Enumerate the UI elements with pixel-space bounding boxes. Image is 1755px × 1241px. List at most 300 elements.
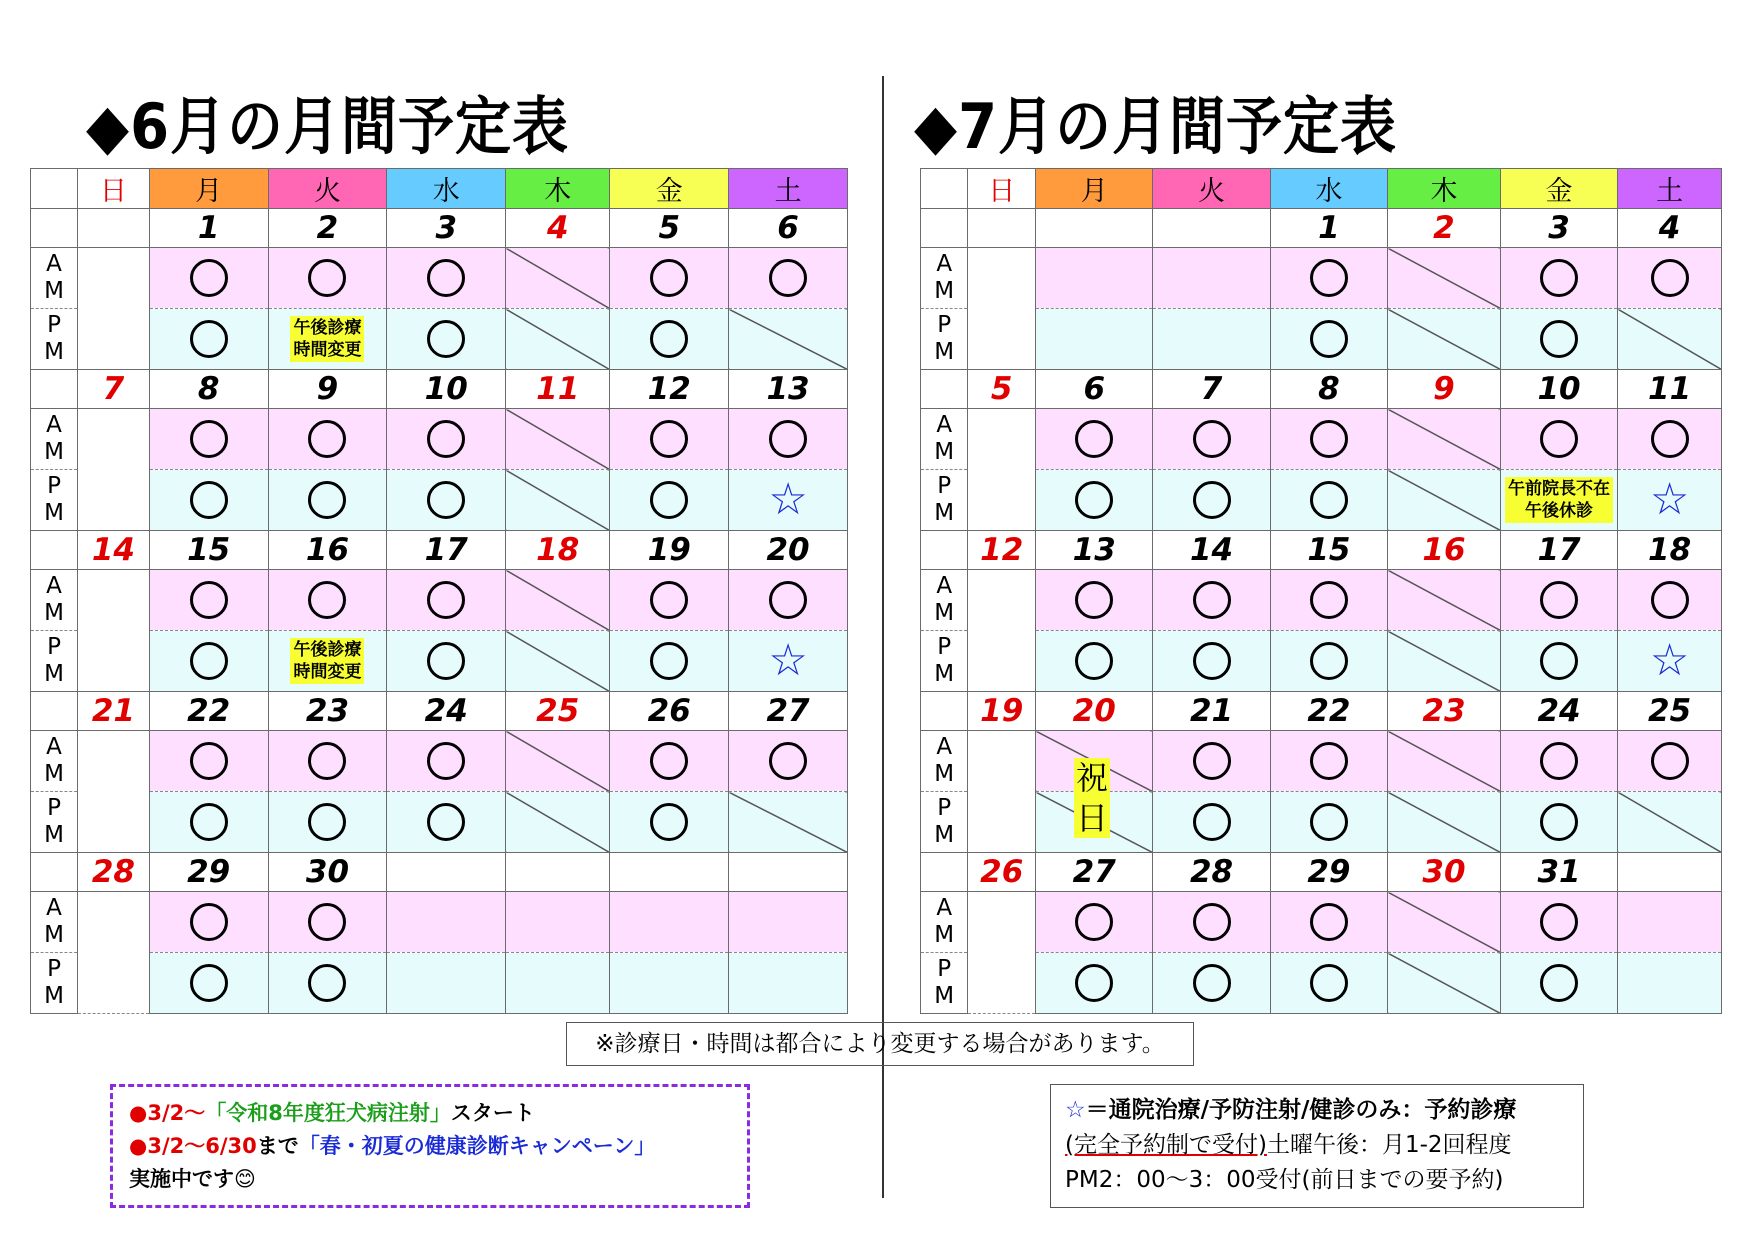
date-number: 21 [78, 692, 150, 731]
am-label-char: M [44, 922, 64, 948]
date-number [610, 853, 729, 892]
am-label [921, 248, 968, 309]
am-slot [1270, 248, 1387, 309]
date-number: 17 [387, 531, 506, 570]
date-number: 11 [506, 370, 610, 409]
am-slot [149, 409, 268, 470]
open-circle-icon [1310, 964, 1348, 1002]
date-number [968, 209, 1036, 248]
am-label-char: A [46, 412, 62, 438]
date-row-label [31, 370, 78, 409]
pm-slot [268, 953, 387, 1014]
am-label-char: M [44, 278, 64, 304]
open-circle-icon [1193, 420, 1231, 458]
bullet-icon: ● [129, 1134, 148, 1158]
date-number: 11 [1618, 370, 1722, 409]
weekday-header: 水 [387, 169, 506, 209]
open-circle-icon [190, 803, 228, 841]
info-line-2 [1065, 1128, 1569, 1163]
pm-slot [729, 953, 848, 1014]
pm-label [921, 631, 968, 692]
pm-slot [1500, 309, 1617, 370]
open-circle-icon [650, 742, 688, 780]
open-circle-icon [427, 481, 465, 519]
pm-label [31, 309, 78, 370]
pm-slot [1153, 309, 1270, 370]
open-circle-icon [427, 420, 465, 458]
pm-slot [387, 631, 506, 692]
open-circle-icon [1193, 581, 1231, 619]
open-circle-icon [1651, 259, 1689, 297]
pm-slot [149, 792, 268, 853]
am-slot [387, 248, 506, 309]
date-number: 4 [1618, 209, 1722, 248]
campaign-box [110, 1084, 750, 1208]
am-label-char: M [44, 439, 64, 465]
open-circle-icon [308, 420, 346, 458]
am-label-char: M [934, 278, 955, 304]
open-circle-icon [1540, 259, 1578, 297]
open-circle-icon [1193, 481, 1231, 519]
open-circle-icon [308, 259, 346, 297]
am-slot [729, 570, 848, 631]
date-number: 26 [968, 853, 1036, 892]
weekday-header: 日 [968, 169, 1036, 209]
am-label [31, 409, 78, 470]
date-number: 28 [78, 853, 150, 892]
date-row-label [921, 370, 968, 409]
pm-slot [387, 792, 506, 853]
pm-slot [1036, 759, 1153, 853]
open-circle-icon [1651, 581, 1689, 619]
open-circle-icon [1540, 420, 1578, 458]
pm-label-char: M [44, 500, 64, 526]
am-slot [506, 892, 610, 953]
schedule-note-line: 午後診療 [293, 640, 362, 660]
campaign-rabies: 「令和8年度狂犬病注射」 [205, 1101, 451, 1125]
open-circle-icon [1193, 803, 1231, 841]
am-slot [268, 570, 387, 631]
pm-slot [1270, 792, 1387, 853]
am-slot [968, 248, 1036, 370]
open-circle-icon [1540, 742, 1578, 780]
date-number [1618, 853, 1722, 892]
pm-slot [1388, 309, 1501, 370]
open-circle-icon [427, 803, 465, 841]
am-slot [1388, 892, 1501, 953]
open-circle-icon [769, 420, 807, 458]
date-row-label [921, 692, 968, 731]
am-slot [1500, 409, 1617, 470]
am-slot [1618, 409, 1722, 470]
weekday-header: 木 [1388, 169, 1501, 209]
pm-slot [149, 631, 268, 692]
appointment-info [1050, 1084, 1584, 1208]
am-label [31, 570, 78, 631]
july-title: ◆7月の月間予定表 [914, 91, 1398, 164]
pm-slot [1500, 631, 1617, 692]
date-number: 3 [387, 209, 506, 248]
date-row-label [31, 209, 78, 248]
am-slot [1153, 409, 1270, 470]
open-circle-icon [1540, 642, 1578, 680]
am-slot [1270, 409, 1387, 470]
am-slot [268, 248, 387, 309]
schedule-note-line: 午後診療 [293, 318, 362, 338]
pm-slot [729, 470, 848, 531]
date-number: 26 [610, 692, 729, 731]
date-row-label [921, 531, 968, 570]
campaign-health-check: 「春・初夏の健康診断キャンペーン」 [298, 1134, 656, 1158]
weekday-header: 火 [1153, 169, 1270, 209]
june-title: ◆6月の月間予定表 [86, 91, 570, 164]
am-slot [968, 731, 1036, 853]
open-circle-icon [650, 803, 688, 841]
am-slot [149, 248, 268, 309]
date-number: 24 [1500, 692, 1617, 731]
am-label-char: A [46, 251, 62, 277]
pm-slot [506, 631, 610, 692]
schedule-note [1505, 477, 1613, 523]
date-number: 23 [268, 692, 387, 731]
open-circle-icon [1075, 642, 1113, 680]
pm-slot [610, 470, 729, 531]
pm-slot [1153, 631, 1270, 692]
open-circle-icon [1075, 581, 1113, 619]
schedule-note-line: 時間変更 [293, 662, 362, 682]
am-slot [78, 248, 150, 370]
pm-slot [506, 953, 610, 1014]
pm-slot [268, 470, 387, 531]
date-number: 20 [1036, 692, 1153, 731]
pm-slot [1618, 792, 1722, 853]
pm-slot [268, 309, 387, 370]
open-circle-icon [769, 259, 807, 297]
open-circle-icon [427, 320, 465, 358]
weekday-header: 日 [78, 169, 150, 209]
am-slot [610, 248, 729, 309]
am-label [31, 731, 78, 792]
am-slot [610, 731, 729, 792]
pm-label-char: M [934, 983, 955, 1009]
open-circle-icon [1075, 481, 1113, 519]
date-number: 10 [387, 370, 506, 409]
date-row-label [31, 853, 78, 892]
date-number: 27 [1036, 853, 1153, 892]
open-circle-icon [1193, 742, 1231, 780]
am-slot [1388, 731, 1501, 792]
date-number: 5 [610, 209, 729, 248]
open-circle-icon [1310, 642, 1348, 680]
am-slot [1388, 570, 1501, 631]
pm-slot [268, 631, 387, 692]
info-star-meaning: ＝通院治療/予防注射/健診のみ：予約診療 [1085, 1097, 1517, 1123]
date-number: 3 [1500, 209, 1617, 248]
am-slot [1036, 248, 1153, 309]
date-number: 2 [268, 209, 387, 248]
pm-label [921, 953, 968, 1014]
date-number: 5 [968, 370, 1036, 409]
am-slot [78, 892, 150, 1014]
date-number: 12 [968, 531, 1036, 570]
pm-label [921, 792, 968, 853]
am-slot [268, 731, 387, 792]
open-circle-icon [427, 642, 465, 680]
am-slot [729, 892, 848, 953]
header-corner [31, 169, 78, 209]
am-slot [610, 892, 729, 953]
date-number: 29 [149, 853, 268, 892]
date-number: 22 [1270, 692, 1387, 731]
am-label-char: A [936, 895, 953, 921]
date-row-label [31, 531, 78, 570]
open-circle-icon [1310, 420, 1348, 458]
date-number: 14 [1153, 531, 1270, 570]
pm-label-char: P [937, 473, 952, 499]
pm-slot [1618, 631, 1722, 692]
open-circle-icon [650, 581, 688, 619]
pm-slot [1036, 309, 1153, 370]
am-slot [610, 570, 729, 631]
schedule-note-line: 時間変更 [293, 340, 362, 360]
pm-slot [387, 953, 506, 1014]
date-number: 17 [1500, 531, 1617, 570]
pm-slot [610, 953, 729, 1014]
date-number: 6 [729, 209, 848, 248]
open-circle-icon [769, 581, 807, 619]
open-circle-icon [308, 803, 346, 841]
date-number: 1 [149, 209, 268, 248]
date-number: 6 [1036, 370, 1153, 409]
open-circle-icon [1540, 964, 1578, 1002]
schedule-note-line: 午後休診 [1525, 501, 1594, 521]
date-number: 20 [729, 531, 848, 570]
am-label-char: M [44, 761, 64, 787]
am-slot [506, 248, 610, 309]
am-slot [1036, 409, 1153, 470]
date-number: 19 [968, 692, 1036, 731]
am-label-char: A [936, 734, 953, 760]
open-circle-icon [427, 581, 465, 619]
pm-label-char: P [937, 956, 952, 982]
open-circle-icon [1310, 320, 1348, 358]
pm-slot [1388, 631, 1501, 692]
weekday-header: 土 [729, 169, 848, 209]
pm-slot [729, 792, 848, 853]
am-slot [968, 409, 1036, 531]
date-number: 19 [610, 531, 729, 570]
open-circle-icon [308, 581, 346, 619]
date-number: 14 [78, 531, 150, 570]
campaign-line-2 [129, 1130, 731, 1163]
open-circle-icon [1193, 964, 1231, 1002]
am-label-char: M [44, 600, 64, 626]
am-slot [729, 248, 848, 309]
pm-label-char: P [937, 634, 952, 660]
am-slot [1618, 248, 1722, 309]
date-number: 18 [506, 531, 610, 570]
am-label-char: A [46, 573, 62, 599]
pm-slot [610, 309, 729, 370]
am-slot [968, 892, 1036, 1014]
pm-slot [149, 470, 268, 531]
holiday-label [1074, 758, 1110, 838]
weekday-header: 火 [268, 169, 387, 209]
am-label-char: M [934, 600, 955, 626]
am-slot [968, 570, 1036, 692]
pm-slot [1388, 792, 1501, 853]
pm-slot [1270, 953, 1387, 1014]
date-number: 16 [268, 531, 387, 570]
date-number: 4 [506, 209, 610, 248]
pm-label-char: M [934, 339, 955, 365]
am-label [921, 570, 968, 631]
date-number: 7 [1153, 370, 1270, 409]
date-number [78, 209, 150, 248]
pm-label-char: P [47, 634, 61, 660]
campaign-date: 3/2～ [147, 1101, 206, 1125]
am-label-char: A [936, 251, 953, 277]
open-circle-icon [650, 481, 688, 519]
am-slot [1500, 731, 1617, 792]
date-number: 24 [387, 692, 506, 731]
date-number: 9 [268, 370, 387, 409]
date-number [1153, 209, 1270, 248]
info-saturday: 土曜午後：月1-2回程度 [1266, 1132, 1512, 1158]
am-label-char: A [936, 412, 953, 438]
pm-label [31, 953, 78, 1014]
reservation-star-icon: ☆ [768, 474, 808, 525]
open-circle-icon [1540, 903, 1578, 941]
date-number [506, 853, 610, 892]
am-slot [1153, 248, 1270, 309]
am-label-char: M [934, 761, 955, 787]
date-number: 13 [729, 370, 848, 409]
am-slot [1388, 409, 1501, 470]
open-circle-icon [190, 581, 228, 619]
open-circle-icon [308, 481, 346, 519]
am-slot [1153, 570, 1270, 631]
open-circle-icon [1310, 803, 1348, 841]
am-slot [1270, 892, 1387, 953]
am-slot [1618, 731, 1722, 792]
date-row-label [31, 692, 78, 731]
reservation-star-icon: ☆ [768, 635, 808, 686]
open-circle-icon [1310, 742, 1348, 780]
pm-slot [610, 792, 729, 853]
pm-slot [1153, 953, 1270, 1014]
open-circle-icon [650, 259, 688, 297]
date-number: 1 [1270, 209, 1387, 248]
open-circle-icon [427, 259, 465, 297]
am-label [921, 731, 968, 792]
date-number: 28 [1153, 853, 1270, 892]
date-number [1036, 209, 1153, 248]
pm-slot [387, 309, 506, 370]
open-circle-icon [1193, 642, 1231, 680]
date-row-label [921, 209, 968, 248]
reservation-star-icon: ☆ [1649, 635, 1690, 686]
am-slot [149, 892, 268, 953]
open-circle-icon [650, 642, 688, 680]
open-circle-icon [308, 964, 346, 1002]
open-circle-icon [1310, 903, 1348, 941]
weekday-header: 木 [506, 169, 610, 209]
date-number: 2 [1388, 209, 1501, 248]
date-number: 22 [149, 692, 268, 731]
pm-label-char: M [44, 661, 64, 687]
pm-slot [1618, 470, 1722, 531]
pm-label-char: P [47, 473, 61, 499]
bullet-icon: ● [129, 1101, 148, 1125]
pm-slot [268, 792, 387, 853]
open-circle-icon [1310, 259, 1348, 297]
pm-slot [506, 309, 610, 370]
am-slot [149, 570, 268, 631]
am-label-char: A [46, 734, 62, 760]
pm-slot [1153, 792, 1270, 853]
open-circle-icon [190, 481, 228, 519]
am-label-char: M [934, 922, 955, 948]
pm-slot [1618, 309, 1722, 370]
date-number: 18 [1618, 531, 1722, 570]
pm-label-char: M [934, 822, 955, 848]
open-circle-icon [1540, 581, 1578, 619]
open-circle-icon [190, 964, 228, 1002]
pm-label-char: P [47, 312, 61, 338]
pm-label-char: P [47, 956, 61, 982]
schedule-note [290, 316, 364, 362]
date-number: 25 [506, 692, 610, 731]
am-slot [387, 892, 506, 953]
date-number: 8 [1270, 370, 1387, 409]
date-number: 10 [1500, 370, 1617, 409]
pm-slot [1153, 470, 1270, 531]
pm-slot [506, 792, 610, 853]
open-circle-icon [190, 420, 228, 458]
date-number [387, 853, 506, 892]
pm-label [31, 470, 78, 531]
header-corner [921, 169, 968, 209]
open-circle-icon [650, 320, 688, 358]
am-label-char: A [936, 573, 953, 599]
am-label [31, 248, 78, 309]
am-slot [1153, 731, 1270, 792]
date-number: 15 [1270, 531, 1387, 570]
pm-label-char: M [934, 661, 955, 687]
holiday-char: 祝 [1076, 759, 1109, 797]
date-number: 25 [1618, 692, 1722, 731]
pm-slot [1036, 470, 1153, 531]
pm-slot [387, 470, 506, 531]
weekday-header: 月 [149, 169, 268, 209]
am-slot [1036, 892, 1153, 953]
date-number [729, 853, 848, 892]
pm-label-char: P [47, 795, 61, 821]
info-reservation-only: (完全予約制で受付) [1065, 1132, 1267, 1158]
am-slot [1500, 248, 1617, 309]
weekday-header: 水 [1270, 169, 1387, 209]
am-slot [149, 731, 268, 792]
date-number: 15 [149, 531, 268, 570]
pm-slot [1388, 470, 1501, 531]
pm-label [31, 631, 78, 692]
pm-label-char: M [44, 339, 64, 365]
am-slot [268, 892, 387, 953]
am-label-char: A [46, 895, 62, 921]
am-slot [1388, 248, 1501, 309]
am-slot [610, 409, 729, 470]
